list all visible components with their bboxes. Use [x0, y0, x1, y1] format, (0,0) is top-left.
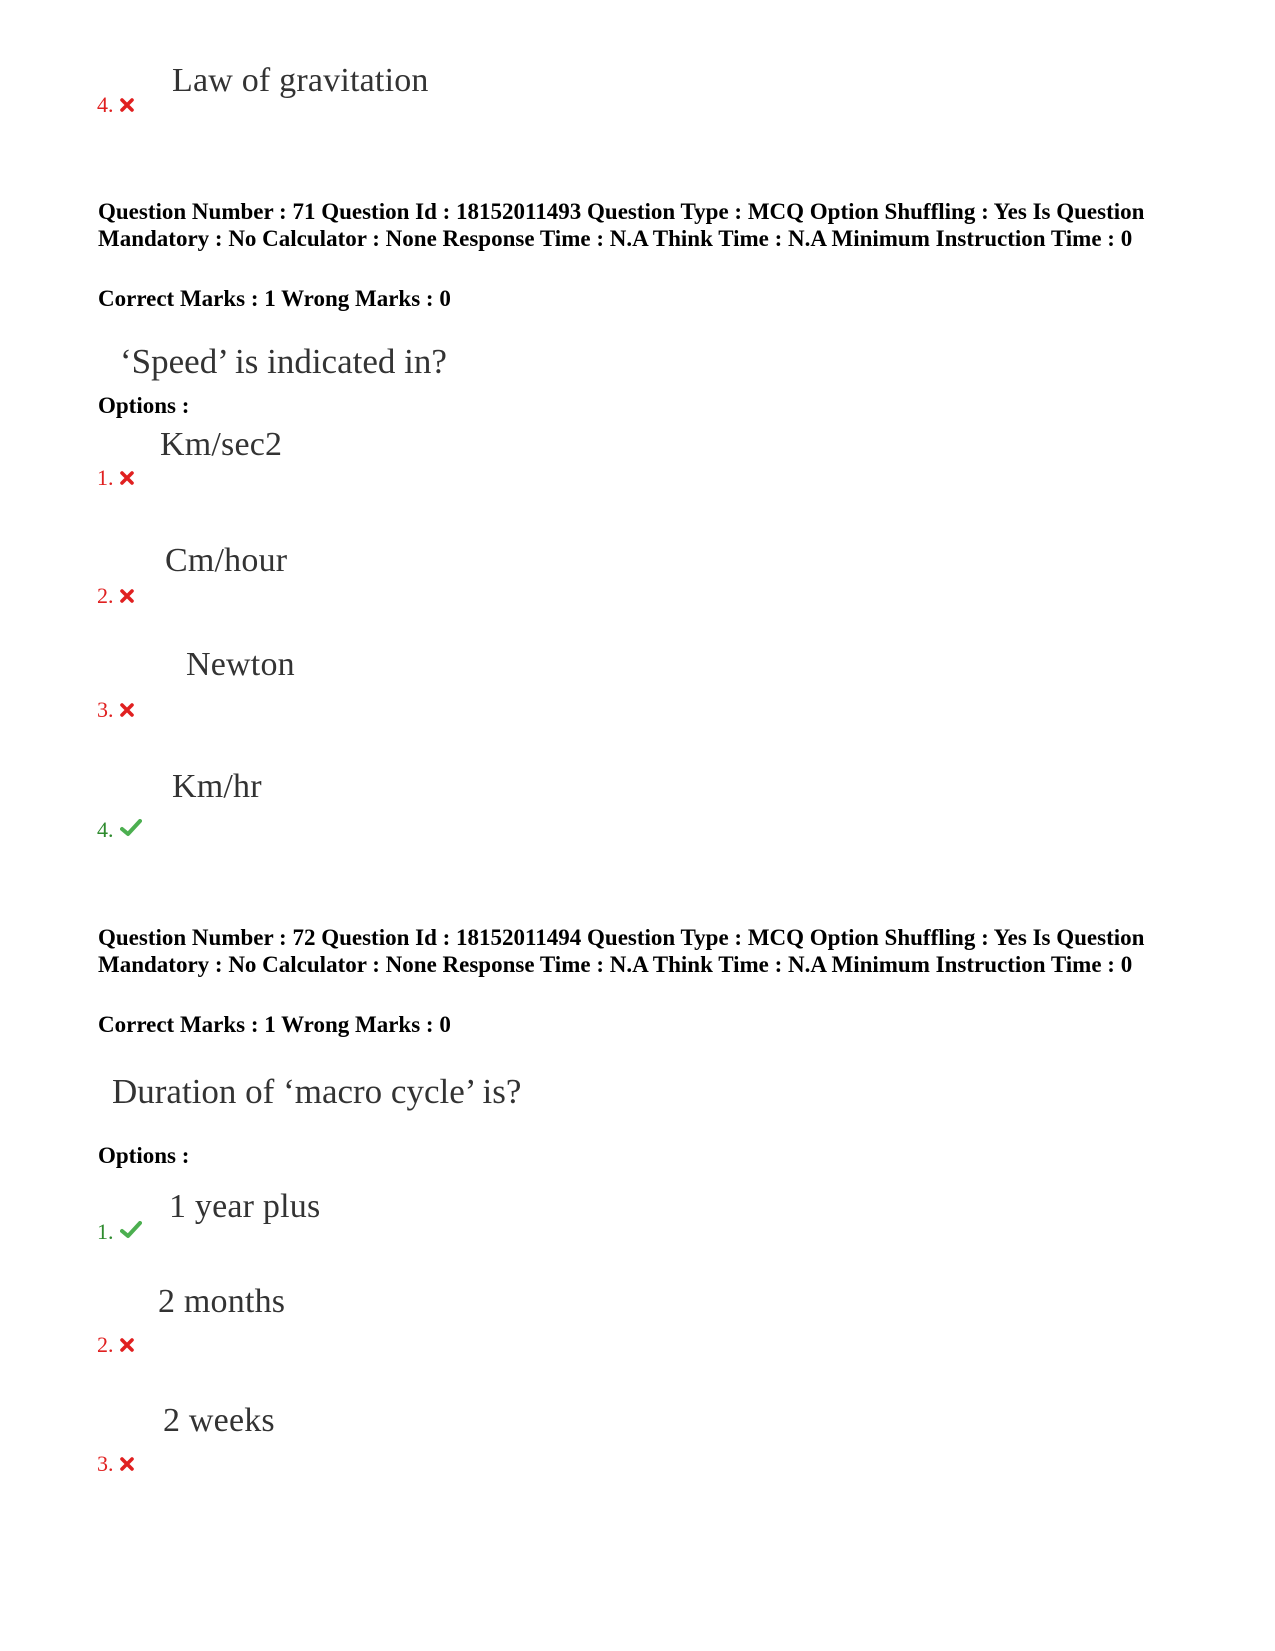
option-number-label: 1.: [97, 465, 114, 490]
option-text: Km/hr: [172, 768, 262, 805]
question-text: ‘Speed’ is indicated in?: [120, 342, 447, 381]
option-text: Newton: [186, 646, 295, 683]
wrong-icon: [120, 1452, 134, 1476]
option-text: Law of gravitation: [172, 62, 429, 99]
wrong-icon: [120, 584, 134, 608]
option-number-label: 3.: [97, 697, 114, 722]
wrong-icon: [120, 466, 134, 490]
option-text: 2 weeks: [163, 1402, 275, 1439]
wrong-icon: [120, 1333, 134, 1357]
check-icon: [120, 818, 142, 842]
option-number: [97, 1333, 134, 1359]
question-marks: Correct Marks : 1 Wrong Marks : 0: [98, 286, 451, 311]
option-number-label: 4.: [97, 817, 114, 842]
question-meta: Question Number : 71 Question Id : 18152011493 Question Type : MCQ Option Shuffling : Yes Is Question Mandatory : No Calculator : None Response Time : N.A Think Time : N.A Minimum Instruction Time : 0: [98, 199, 1145, 251]
option-number: [97, 698, 134, 724]
check-icon: [120, 1220, 142, 1244]
question-marks: Correct Marks : 1 Wrong Marks : 0: [98, 1012, 451, 1037]
option-number-label: 4.: [97, 92, 114, 117]
option-number: [97, 818, 142, 844]
option-number: [97, 1452, 134, 1478]
wrong-icon: [120, 93, 134, 117]
option-number-label: 3.: [97, 1451, 114, 1476]
options-label: Options :: [98, 1143, 190, 1168]
option-number: [97, 1220, 142, 1246]
option-number-label: 1.: [97, 1219, 114, 1244]
option-text: Cm/hour: [165, 542, 288, 579]
question-meta: Question Number : 72 Question Id : 18152011494 Question Type : MCQ Option Shuffling : Yes Is Question Mandatory : No Calculator : None Response Time : N.A Think Time : N.A Minimum Instruction Time : 0: [98, 925, 1145, 977]
option-number-label: 2.: [97, 1332, 114, 1357]
option-number-label: 2.: [97, 583, 114, 608]
option-number: [97, 93, 134, 119]
option-text: Km/sec2: [160, 426, 283, 463]
question-text: Duration of ‘macro cycle’ is?: [112, 1072, 522, 1111]
wrong-icon: [120, 698, 134, 722]
option-text: 2 months: [158, 1283, 286, 1320]
option-text: 1 year plus: [169, 1188, 321, 1225]
options-label: Options :: [98, 393, 190, 418]
option-number: [97, 466, 134, 492]
option-number: [97, 584, 134, 610]
